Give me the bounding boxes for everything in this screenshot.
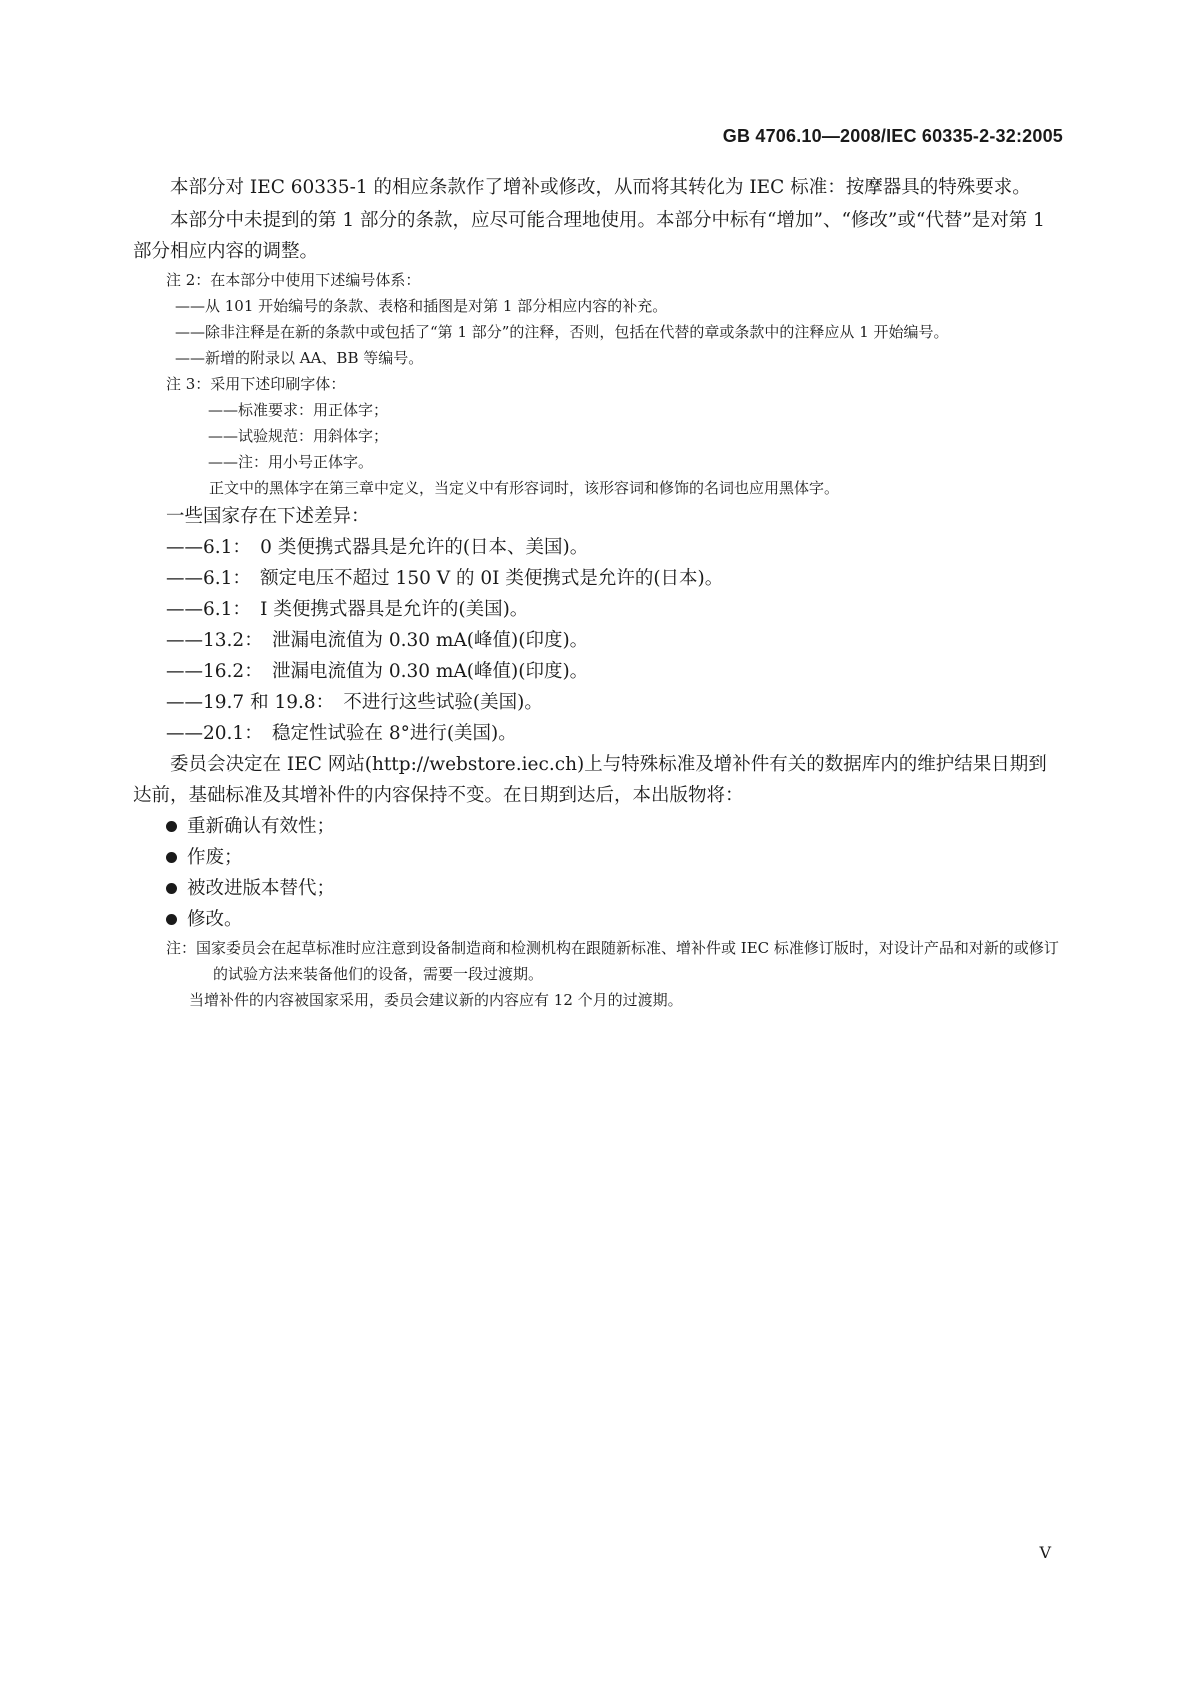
note-3-head: 注 3：采用下述印刷字体： — [166, 375, 346, 393]
note-3-item: ——注：用小号正体字。 — [208, 453, 374, 471]
bullet-dot-icon — [166, 883, 177, 894]
deviation-item: ——6.1： I 类便携式器具是允许的(美国)。 — [166, 599, 529, 620]
deviations-title: 一些国家存在下述差异： — [166, 506, 370, 527]
note-2-item: ——从 101 开始编号的条款、表格和插图是对第 1 部分相应内容的补充。 — [175, 297, 668, 315]
standard-number-header: GB 4706.10—2008/IEC 60335-2-32:2005 — [722, 126, 1063, 146]
bullet-text: 重新确认有效性； — [187, 816, 336, 837]
final-note-text-2: 当增补件的内容被国家采用，委员会建议新的内容应有 12 个月的过渡期。 — [189, 991, 683, 1009]
note-2-item: ——除非注释是在新的条款中或包括了“第 1 部分”的注释，否则，包括在代替的章或条款中的注释应从 1 开始编号。 — [175, 323, 949, 341]
paragraph-usage: 本部分中未提到的第 1 部分的条款，应尽可能合理地使用。本部分中标有“增加”、“修改”或“代替”是对第 1 部分相应内容的调整。 — [133, 210, 1045, 262]
bullet-item — [133, 811, 1064, 842]
note-3-item: ——试验规范：用斜体字； — [208, 427, 389, 445]
bullet-text: 被改进版本替代； — [187, 878, 336, 899]
deviation-item: ——19.7 和 19.8： 不进行这些试验(美国)。 — [166, 692, 543, 713]
note-3 — [133, 371, 1064, 501]
bullet-item — [133, 904, 1064, 935]
paragraph-scope: 本部分对 IEC 60335-1 的相应条款作了增补或修改，从而将其转化为 IEC 标准：按摩器具的特殊要求。 — [170, 177, 1031, 198]
deviation-item: ——13.2： 泄漏电流值为 0.30 mA(峰值)(印度)。 — [166, 630, 589, 651]
note-2 — [133, 267, 1064, 371]
paragraph-maintenance: 委员会决定在 IEC 网站(http://webstore.iec.ch)上与特殊标准及增补件有关的数据库内的维护结果日期到达前，基础标准及其增补件的内容保持不变。在日期到达后，本出版物将： — [133, 754, 1047, 806]
bullet-dot-icon — [166, 821, 177, 832]
page-number: V — [1039, 1543, 1051, 1562]
note-3-tail: 正文中的黑体字在第三章中定义，当定义中有形容词时，该形容词和修饰的名词也应用黑体字。 — [209, 479, 840, 497]
deviation-item: ——20.1： 稳定性试验在 8°进行(美国)。 — [166, 723, 517, 744]
bullet-dot-icon — [166, 914, 177, 925]
bullet-item — [133, 842, 1064, 873]
deviation-item: ——6.1： 0 类便携式器具是允许的(日本、美国)。 — [166, 537, 589, 558]
final-note — [133, 935, 1064, 1013]
note-2-item: ——新增的附录以 AA、BB 等编号。 — [175, 349, 424, 367]
final-note-text: 注：国家委员会在起草标准时应注意到设备制造商和检测机构在跟随新标准、增补件或 IEC 标准修订版时，对设计产品和对新的或修订的试验方法来装备他们的设备，需要一段过渡期。 — [166, 939, 1059, 983]
deviation-item: ——16.2： 泄漏电流值为 0.30 mA(峰值)(印度)。 — [166, 661, 589, 682]
bullet-item — [133, 873, 1064, 904]
bullet-text: 作废； — [187, 847, 243, 868]
note-3-item: ——标准要求：用正体字； — [208, 401, 389, 419]
bullet-dot-icon — [166, 852, 177, 863]
main-content — [133, 172, 1064, 1013]
note-2-head: 注 2：在本部分中使用下述编号体系： — [166, 271, 421, 289]
deviation-item: ——6.1： 额定电压不超过 150 V 的 0I 类便携式是允许的(日本)。 — [166, 568, 724, 589]
bullet-text: 修改。 — [187, 909, 243, 930]
